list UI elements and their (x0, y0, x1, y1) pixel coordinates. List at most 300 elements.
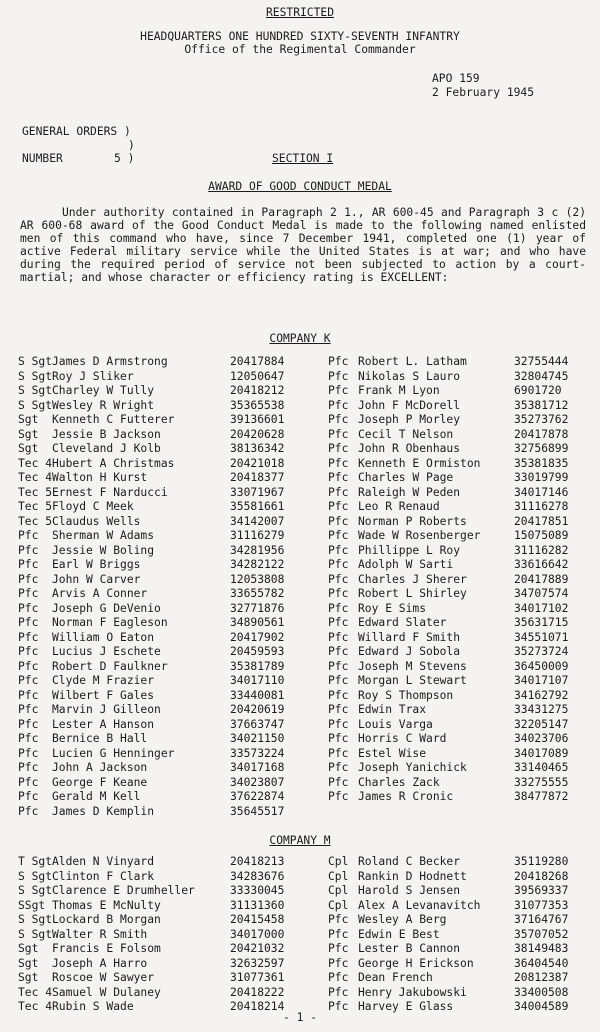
roster-row (18, 884, 318, 899)
rank-label: Pfc (328, 413, 349, 426)
soldier-name: Clyde M Frazier (52, 674, 155, 687)
serial-number: 20418268 (514, 869, 569, 883)
soldier-name: Joseph Yanichick (358, 761, 467, 774)
serial-number: 20417851 (514, 514, 569, 528)
roster-row (328, 384, 590, 399)
rank-label: Sgt (18, 413, 39, 426)
rank-label: Sgt (18, 942, 39, 955)
rank-label: Cpl (328, 855, 349, 868)
roster-row (328, 761, 590, 776)
serial-number: 37622874 (230, 790, 285, 803)
roster-row (18, 790, 318, 805)
roster-row (18, 732, 318, 747)
serial-number: 34017168 (230, 761, 285, 774)
soldier-name: Roy J Sliker (52, 369, 134, 383)
serial-number: 32771876 (230, 601, 285, 615)
soldier-name: Thomas E McNulty (52, 898, 161, 912)
rank-label: Tec 4 (18, 471, 53, 484)
rank-label: Sgt (18, 971, 39, 984)
rank-label: Pfc (328, 630, 349, 644)
rank-label: Pfc (328, 587, 349, 600)
serial-number: 20417889 (514, 572, 569, 586)
roster-row (328, 355, 590, 370)
roster-row (328, 942, 590, 957)
roster-row (328, 645, 590, 660)
serial-number: 36450009 (514, 659, 569, 673)
rank-label: Pfc (18, 659, 39, 673)
soldier-name: Samuel W Dulaney (52, 985, 161, 999)
rank-label: Pfc (328, 913, 349, 926)
soldier-name: Wesley A Berg (358, 913, 447, 926)
roster-row (18, 761, 318, 776)
serial-number: 32632597 (230, 956, 285, 970)
serial-number: 37663747 (230, 717, 285, 731)
roster-row (18, 355, 318, 370)
roster-row (328, 870, 590, 885)
rank-label: Pfc (18, 630, 39, 644)
rank-label: Pfc (18, 543, 39, 557)
roster-row (18, 529, 318, 544)
serial-number: 34017110 (230, 674, 285, 687)
roster-row (328, 602, 590, 617)
rank-label: Pfc (18, 688, 39, 702)
section-title: SECTION I (272, 152, 334, 165)
roster-row (18, 573, 318, 588)
serial-number: 31131360 (230, 898, 285, 912)
soldier-name: Roy S Thompson (358, 688, 454, 702)
serial-number: 20418377 (230, 471, 285, 484)
rank-label: Sgt (18, 427, 39, 441)
serial-number: 35273762 (514, 413, 569, 426)
soldier-name: Charles J Sherer (358, 572, 467, 586)
soldier-name: Joseph G DeVenio (52, 601, 161, 615)
rank-label: Sgt (18, 442, 39, 455)
rank-label: Pfc (18, 529, 39, 542)
serial-number: 39136601 (230, 413, 285, 426)
roster-row (328, 747, 590, 762)
roster-row (328, 515, 590, 530)
soldier-name: Marvin J Gilleon (52, 703, 161, 716)
roster-row (328, 913, 590, 928)
roster-row (18, 660, 318, 675)
serial-number: 34890561 (230, 616, 285, 629)
rank-label: Pfc (328, 398, 349, 412)
soldier-name: Edward Slater (358, 616, 447, 629)
serial-number: 34142007 (230, 514, 285, 528)
rank-label: Pfc (328, 500, 349, 513)
rank-label: Pfc (18, 601, 39, 615)
serial-number: 34017000 (230, 927, 285, 941)
roster-row (328, 413, 590, 428)
roster-row (18, 971, 318, 986)
roster-row (18, 500, 318, 515)
rank-label: S Sgt (18, 927, 53, 941)
roster-row (328, 718, 590, 733)
roster-row (18, 913, 318, 928)
serial-number: 38477872 (514, 790, 569, 803)
rank-label: Pfc (328, 956, 349, 970)
rank-label: Tec 4 (18, 985, 53, 999)
soldier-name: Alden N Vinyard (52, 855, 155, 868)
serial-number: 35581661 (230, 500, 285, 513)
soldier-name: Henry Jakubowski (358, 985, 467, 999)
roster-row (328, 790, 590, 805)
rank-label: Pfc (328, 442, 349, 455)
orders-paren: ) (128, 139, 135, 152)
rank-label: Pfc (328, 384, 349, 397)
roster-row (328, 776, 590, 791)
rank-label: Tec 4 (18, 456, 53, 470)
number-label: NUMBER (22, 152, 63, 165)
roster-row (18, 870, 318, 885)
roster-row (18, 747, 318, 762)
roster-row (18, 471, 318, 486)
roster-row (328, 486, 590, 501)
roster-row (328, 558, 590, 573)
soldier-name: Arvis A Conner (52, 587, 148, 600)
apo-number: APO 159 (432, 72, 480, 85)
soldier-name: Willard F Smith (358, 630, 461, 644)
soldier-name: Clinton F Clark (52, 869, 155, 883)
soldier-name: Walter R Smith (52, 927, 148, 941)
soldier-name: Leo R Renaud (358, 500, 440, 513)
soldier-name: Cecil T Nelson (358, 427, 454, 441)
roster-row (328, 616, 590, 631)
serial-number: 33440081 (230, 688, 285, 702)
rank-label: Cpl (328, 884, 349, 897)
soldier-name: Edwin E Best (358, 927, 440, 941)
soldier-name: Roland C Becker (358, 855, 461, 868)
general-orders-label: GENERAL ORDERS ) (22, 125, 131, 138)
serial-number: 34551071 (514, 630, 569, 644)
serial-number: 12050647 (230, 369, 285, 383)
roster-row (18, 442, 318, 457)
rank-label: Pfc (328, 971, 349, 984)
rank-label: Pfc (18, 572, 39, 586)
serial-number: 31116279 (230, 529, 285, 542)
restricted-marking: RESTRICTED (265, 6, 334, 19)
serial-number: 34162792 (514, 688, 569, 702)
rank-label: Pfc (328, 761, 349, 774)
serial-number: 34021150 (230, 732, 285, 745)
serial-number: 20459593 (230, 645, 285, 658)
roster-row (328, 442, 590, 457)
serial-number: 34017107 (514, 674, 569, 687)
soldier-name: Roscoe W Sawyer (52, 971, 155, 984)
rank-label: Pfc (328, 471, 349, 484)
rank-label: Pfc (18, 775, 39, 789)
rank-label: Pfc (328, 572, 349, 586)
rank-label: Pfc (328, 616, 349, 629)
soldier-name: Nikolas S Lauro (358, 369, 461, 383)
serial-number: 32804745 (514, 369, 569, 383)
serial-number: 35273724 (514, 645, 569, 658)
roster-row (328, 703, 590, 718)
serial-number: 35381712 (514, 398, 569, 412)
soldier-name: Estel Wise (358, 746, 427, 760)
roster-row (328, 428, 590, 443)
roster-row (18, 689, 318, 704)
serial-number: 37164767 (514, 913, 569, 926)
rank-label: Pfc (328, 790, 349, 803)
roster-row (18, 384, 318, 399)
serial-number: 38136342 (230, 442, 285, 455)
rank-label: S Sgt (18, 869, 53, 883)
serial-number: 15075089 (514, 529, 569, 542)
rank-label: Cpl (328, 869, 349, 883)
soldier-name: George H Erickson (358, 956, 474, 970)
roster-row (18, 602, 318, 617)
soldier-name: Harold S Jensen (358, 884, 461, 897)
serial-number: 33275555 (514, 775, 569, 789)
rank-label: Pfc (328, 942, 349, 955)
soldier-name: Clarence E Drumheller (52, 884, 195, 897)
soldier-name: Morgan L Stewart (358, 674, 467, 687)
serial-number: 33019799 (514, 471, 569, 484)
soldier-name: Edwin Trax (358, 703, 427, 716)
soldier-name: Phillippe L Roy (358, 543, 461, 557)
soldier-name: Harvey E Glass (358, 1000, 454, 1013)
soldier-name: John R Obenhaus (358, 442, 461, 455)
rank-label: Pfc (328, 1000, 349, 1013)
soldier-name: Roy E Sims (358, 601, 427, 615)
soldier-name: Hubert A Christmas (52, 456, 175, 470)
serial-number: 31116278 (514, 500, 569, 513)
serial-number: 33071967 (230, 485, 285, 499)
rank-label: Pfc (328, 746, 349, 760)
rank-label: Pfc (328, 732, 349, 745)
roster-row (328, 732, 590, 747)
roster-row (18, 486, 318, 501)
serial-number: 33330045 (230, 884, 285, 897)
rank-label: Sgt (18, 956, 39, 970)
soldier-name: Raleigh W Peden (358, 485, 461, 499)
roster-row (328, 631, 590, 646)
rank-label: S Sgt (18, 884, 53, 897)
rank-label: T Sgt (18, 855, 53, 868)
roster-row (18, 942, 318, 957)
serial-number: 39569337 (514, 884, 569, 897)
soldier-name: Lucien G Henninger (52, 746, 175, 760)
serial-number: 20418213 (230, 855, 285, 868)
soldier-name: Bernice B Hall (52, 732, 148, 745)
soldier-name: Wilbert F Gales (52, 688, 155, 702)
company-m-right-list (328, 855, 590, 1015)
rank-label: Tec 5 (18, 485, 53, 499)
roster-row (18, 631, 318, 646)
serial-number: 35381789 (230, 659, 285, 673)
roster-row (328, 928, 590, 943)
rank-label: S Sgt (18, 384, 53, 397)
roster-row (328, 500, 590, 515)
soldier-name: Sherman W Adams (52, 529, 155, 542)
serial-number: 36404540 (514, 956, 569, 970)
roster-row (328, 471, 590, 486)
roster-row (18, 986, 318, 1001)
serial-number: 35119280 (514, 855, 569, 868)
roster-row (328, 457, 590, 472)
rank-label: Pfc (18, 587, 39, 600)
serial-number: 38149483 (514, 942, 569, 955)
serial-number: 35365538 (230, 398, 285, 412)
serial-number: 33400508 (514, 985, 569, 999)
serial-number: 31077361 (230, 971, 285, 984)
rank-label: Pfc (18, 674, 39, 687)
rank-label: Pfc (328, 645, 349, 658)
roster-row (328, 899, 590, 914)
serial-number: 33140465 (514, 761, 569, 774)
roster-row (328, 674, 590, 689)
roster-row (18, 928, 318, 943)
rank-label: Pfc (328, 369, 349, 383)
soldier-name: Rankin D Hodnett (358, 869, 467, 883)
roster-row (328, 529, 590, 544)
soldier-name: Ernest F Narducci (52, 485, 168, 499)
serial-number: 35707052 (514, 927, 569, 941)
rank-label: Pfc (328, 601, 349, 615)
roster-row (328, 689, 590, 704)
roster-row (18, 718, 318, 733)
rank-label: Pfc (328, 717, 349, 731)
rank-label: Pfc (18, 746, 39, 760)
soldier-name: Adolph W Sarti (358, 558, 454, 571)
soldier-name: James R Cronic (358, 790, 454, 803)
award-paragraph: Under authority contained in Paragraph 2 1., AR 600-45 and Paragraph 3 c (2) AR 600-68 award of the Good Conduct Medal is made to the following named enlisted men of this command who have, since 7 December 1941, completed one (1) year of active Federal military service while the United States is at war; and who have during the required period of service not been subjected to action by a court-martial; and whose character or efficiency rating is EXCELLENT: (20, 206, 586, 284)
rank-label: Pfc (328, 355, 349, 368)
headquarters-line: HEADQUARTERS ONE HUNDRED SIXTY-SEVENTH INFANTRY (140, 30, 460, 43)
roster-row (18, 544, 318, 559)
soldier-name: Floyd C Meek (52, 500, 134, 513)
roster-row (18, 703, 318, 718)
serial-number: 34023706 (514, 732, 569, 745)
serial-number: 35645517 (230, 804, 285, 818)
serial-number: 33616642 (514, 558, 569, 571)
number-value: 5 ) (114, 152, 135, 165)
serial-number: 20812387 (514, 971, 569, 984)
soldier-name: Jessie B Jackson (52, 427, 161, 441)
serial-number: 34283676 (230, 869, 285, 883)
section-subtitle: AWARD OF GOOD CONDUCT MEDAL (208, 180, 392, 193)
soldier-name: Alex A Levanavitch (358, 898, 481, 912)
rank-label: Pfc (328, 927, 349, 941)
rank-label: Pfc (18, 703, 39, 716)
serial-number: 33655782 (230, 587, 285, 600)
serial-number: 34017146 (514, 485, 569, 499)
soldier-name: Cleveland J Kolb (52, 442, 161, 455)
soldier-name: Norman P Roberts (358, 514, 467, 528)
serial-number: 34017089 (514, 746, 569, 760)
soldier-name: Francis E Folsom (52, 942, 161, 955)
roster-row (328, 957, 590, 972)
soldier-name: Robert L Shirley (358, 587, 467, 600)
rank-label: Pfc (18, 616, 39, 629)
serial-number: 32755444 (514, 355, 569, 368)
rank-label: Pfc (328, 775, 349, 789)
serial-number: 20420619 (230, 703, 285, 716)
soldier-name: Rubin S Wade (52, 1000, 134, 1013)
serial-number: 20417902 (230, 630, 285, 644)
soldier-name: Wesley R Wright (52, 398, 155, 412)
rank-label: Pfc (18, 717, 39, 731)
serial-number: 35631715 (514, 616, 569, 629)
soldier-name: Charles Zack (358, 775, 440, 789)
rank-label: Pfc (328, 558, 349, 571)
serial-number: 20417878 (514, 427, 569, 441)
roster-row (328, 660, 590, 675)
rank-label: Pfc (328, 456, 349, 470)
roster-row (328, 587, 590, 602)
rank-label: Pfc (328, 427, 349, 441)
roster-row (18, 957, 318, 972)
company-k-right-list (328, 355, 590, 805)
soldier-name: John W Carver (52, 572, 141, 586)
soldier-name: Dean French (358, 971, 433, 984)
rank-label: S Sgt (18, 355, 53, 368)
soldier-name: Lockard B Morgan (52, 913, 161, 926)
roster-row (18, 370, 318, 385)
soldier-name: Joseph M Stevens (358, 659, 467, 673)
soldier-name: James D Armstrong (52, 355, 168, 368)
roster-row (328, 971, 590, 986)
document-date: 2 February 1945 (432, 86, 535, 99)
roster-row (18, 399, 318, 414)
office-line: Office of the Regimental Commander (184, 43, 416, 56)
serial-number: 20415458 (230, 913, 285, 926)
soldier-name: George F Keane (52, 775, 148, 789)
soldier-name: Gerald M Kell (52, 790, 141, 803)
rank-label: SSgt (18, 898, 46, 912)
serial-number: 34707574 (514, 587, 569, 600)
serial-number: 20421032 (230, 942, 285, 955)
serial-number: 33431275 (514, 703, 569, 716)
soldier-name: Lester B Cannon (358, 942, 461, 955)
serial-number: 20420628 (230, 427, 285, 441)
serial-number: 20417884 (230, 355, 285, 368)
rank-label: Cpl (328, 898, 349, 912)
roster-row (18, 616, 318, 631)
roster-row (18, 515, 318, 530)
rank-label: Pfc (328, 529, 349, 542)
rank-label: Pfc (18, 558, 39, 571)
company-m-left-list (18, 855, 318, 1015)
serial-number: 34004589 (514, 1000, 569, 1013)
soldier-name: Kenneth C Futterer (52, 413, 175, 426)
soldier-name: Horris C Ward (358, 732, 447, 745)
roster-row (18, 855, 318, 870)
soldier-name: John F McDorell (358, 398, 461, 412)
rank-label: S Sgt (18, 913, 53, 926)
serial-number: 31077353 (514, 898, 569, 912)
soldier-name: Walton H Kurst (52, 471, 148, 484)
serial-number: 34017102 (514, 601, 569, 615)
company-k-left-list (18, 355, 318, 819)
serial-number: 35381835 (514, 456, 569, 470)
roster-row (328, 544, 590, 559)
rank-label: Tec 4 (18, 1000, 53, 1013)
soldier-name: William O Eaton (52, 630, 155, 644)
page-number: - 1 - (282, 1011, 317, 1024)
serial-number: 34282122 (230, 558, 285, 571)
roster-row (18, 428, 318, 443)
soldier-name: Claudus Wells (52, 514, 141, 528)
soldier-name: Lucius J Eschete (52, 645, 161, 658)
rank-label: Pfc (328, 688, 349, 702)
roster-row (18, 587, 318, 602)
rank-label: Pfc (18, 645, 39, 658)
rank-label: Pfc (18, 761, 39, 774)
soldier-name: John A Jackson (52, 761, 148, 774)
soldier-name: Jessie W Boling (52, 543, 155, 557)
